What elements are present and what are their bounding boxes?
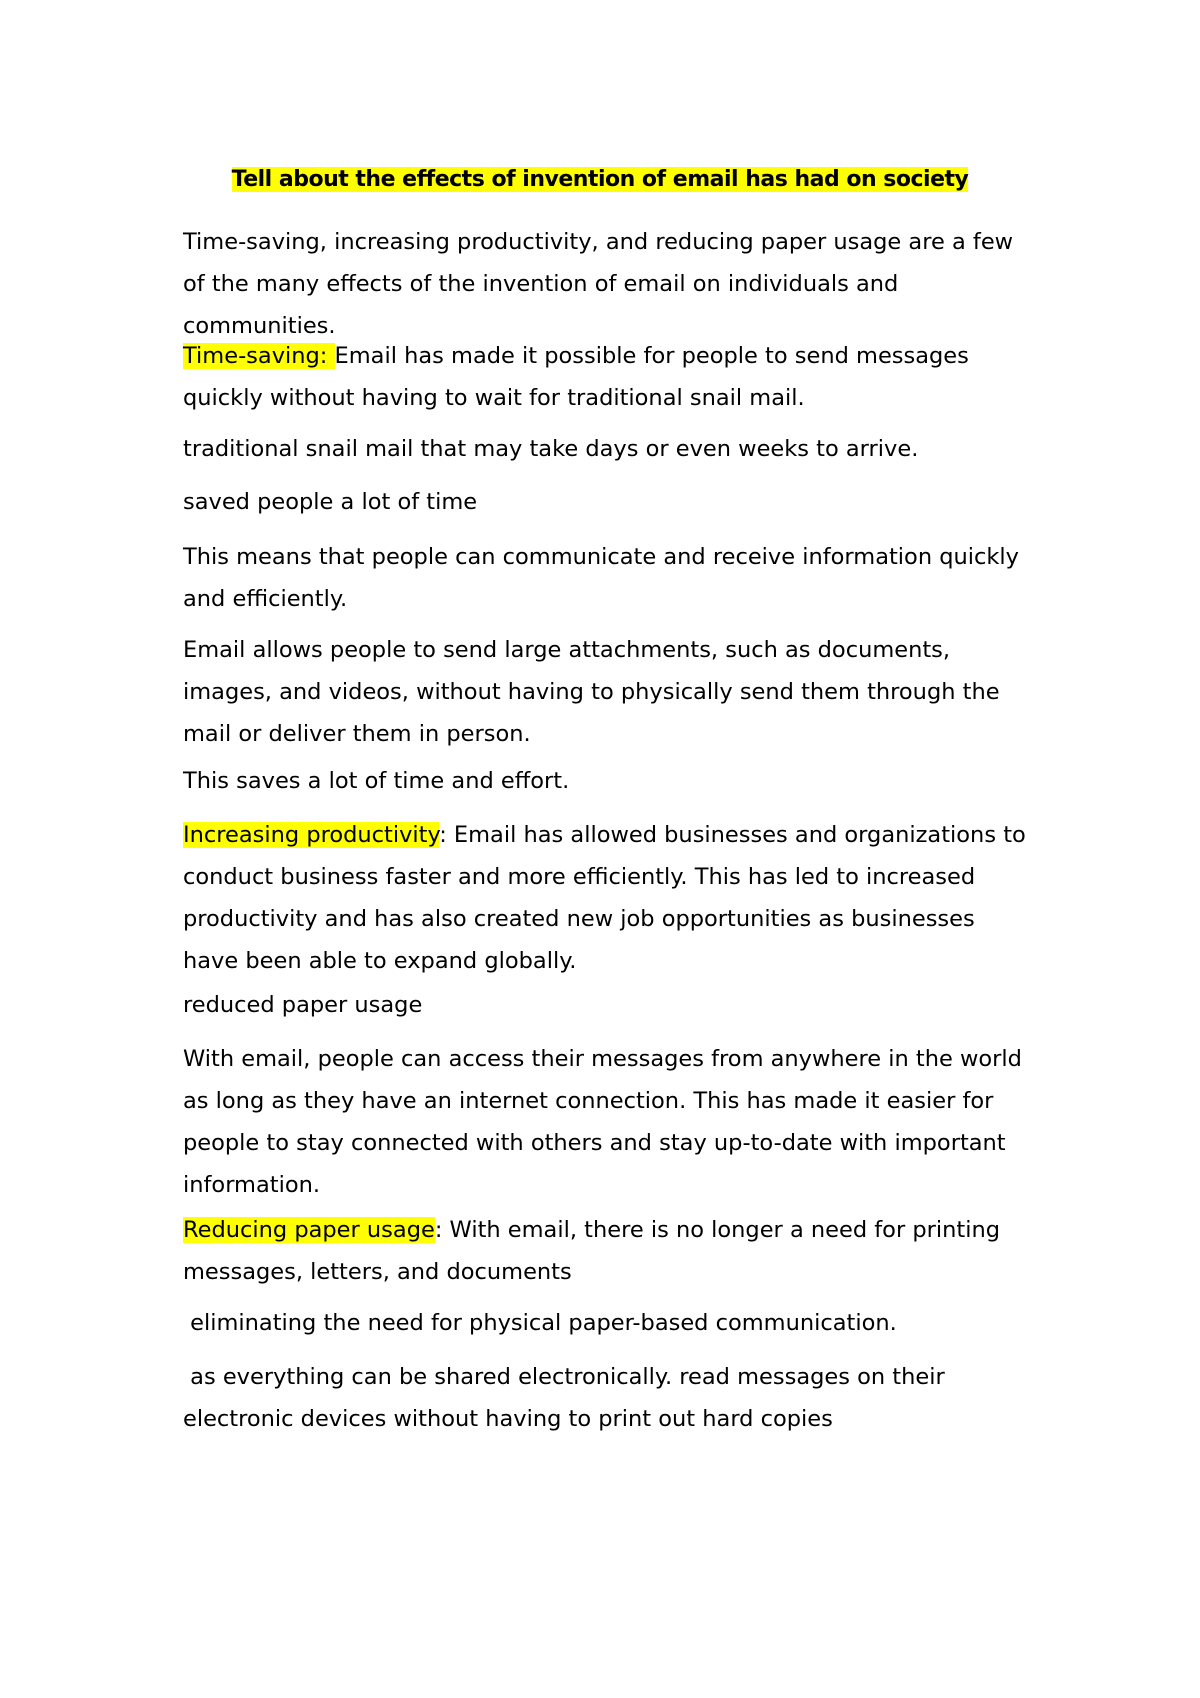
snail-mail-paragraph bbox=[183, 428, 1028, 470]
intro-paragraph bbox=[183, 221, 1028, 347]
paragraph-text: eliminating the need for physical paper-based communication. bbox=[183, 1310, 897, 1336]
time-saving-paragraph bbox=[183, 335, 1028, 419]
paragraph-text: Email allows people to send large attachments, such as documents, images, and videos, without having to physically send them through the mail or deliver them in person. bbox=[183, 637, 1000, 747]
paragraph-text: With email, people can access their messages from anywhere in the world as long as they have an internet connection. This has made it easier for people to stay connected with others and stay up-to-date with important information. bbox=[183, 1046, 1022, 1198]
title-highlight: Tell about the effects of invention of email has had on society bbox=[231, 167, 969, 192]
paragraph-text: saved people a lot of time bbox=[183, 489, 478, 515]
time-saving-label: Time-saving: bbox=[183, 343, 335, 369]
productivity-paragraph bbox=[183, 814, 1028, 982]
paragraph-text: This means that people can communicate and receive information quickly and efficiently. bbox=[183, 544, 1019, 612]
access-anywhere-paragraph bbox=[183, 1038, 1028, 1206]
eliminating-paragraph bbox=[183, 1302, 1028, 1344]
paragraph-text: as everything can be shared electronically. read messages on their electronic devices without having to print out hard copies bbox=[183, 1364, 952, 1432]
reducing-paper-label: Reducing paper usage bbox=[183, 1217, 435, 1243]
paragraph-text: : Email has allowed businesses and organizations to conduct business faster and more efficiently. This has led to increased productivity and has also created new job opportunities as businesses have been able to expand globally. bbox=[183, 822, 1026, 974]
communicate-paragraph bbox=[183, 536, 1028, 620]
paragraph-text: Email has made it possible for people to send messages quickly without having to wait for traditional snail mail. bbox=[183, 343, 969, 411]
effort-paragraph bbox=[183, 760, 1028, 802]
document-title bbox=[0, 165, 1200, 195]
paragraph-text: traditional snail mail that may take days or even weeks to arrive. bbox=[183, 436, 919, 462]
paragraph-text: : With email, there is no longer a need for printing messages, letters, and documents bbox=[183, 1217, 1001, 1285]
paragraph-text: reduced paper usage bbox=[183, 992, 423, 1018]
saved-time-paragraph bbox=[183, 481, 1028, 523]
shared-electronically-paragraph bbox=[183, 1356, 1028, 1440]
paragraph-text: Time-saving, increasing productivity, and reducing paper usage are a few of the many effects of the invention of email on individuals and communities. bbox=[183, 229, 1014, 339]
reducing-paper-paragraph bbox=[183, 1209, 1028, 1293]
reduced-paper-paragraph bbox=[183, 984, 1028, 1026]
paragraph-text: This saves a lot of time and effort. bbox=[183, 768, 570, 794]
attachments-paragraph bbox=[183, 629, 1028, 755]
productivity-label: Increasing productivity bbox=[183, 822, 440, 848]
